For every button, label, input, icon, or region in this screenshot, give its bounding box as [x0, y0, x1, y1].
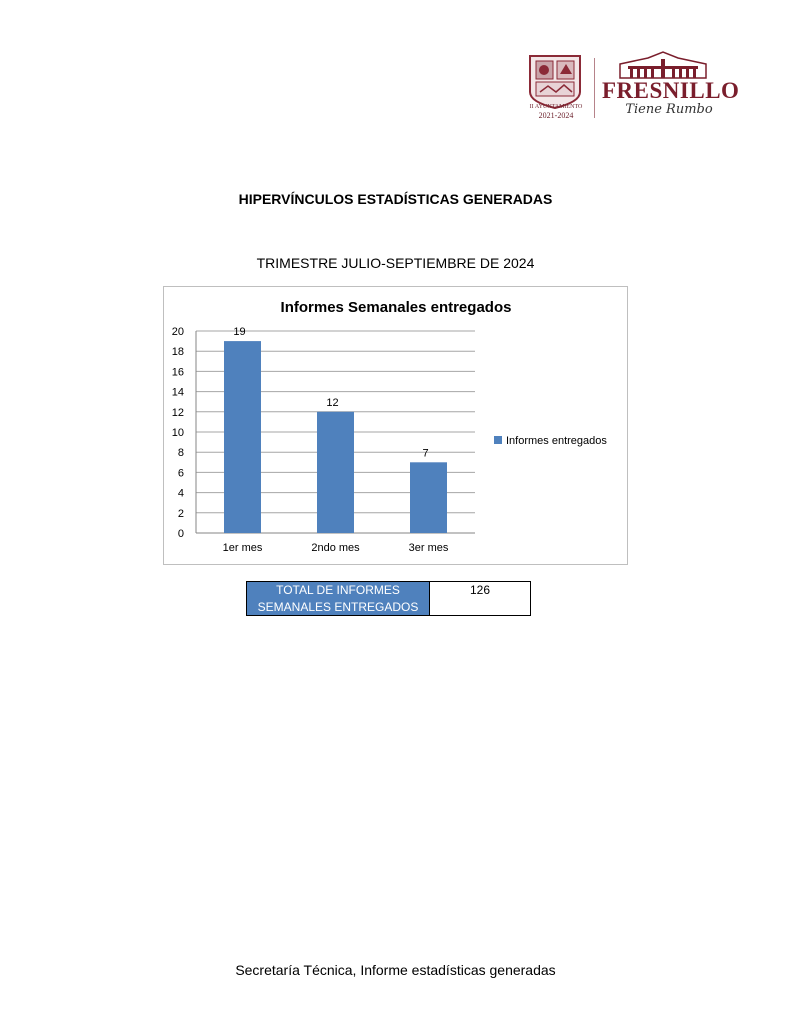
y-tick-label: 0 — [177, 528, 184, 540]
city-tagline: Tiene Rumbo — [625, 102, 713, 117]
y-tick-label: 10 — [171, 427, 184, 439]
y-tick-label: 18 — [171, 346, 184, 359]
y-tick-label: 6 — [177, 467, 184, 480]
x-tick-label: 1er mes — [222, 542, 263, 554]
y-tick-label: 20 — [171, 326, 184, 338]
document-subtitle: TRIMESTRE JULIO-SEPTIEMBRE DE 2024 — [256, 255, 535, 271]
legend-swatch — [494, 436, 502, 444]
summary-value-cell: 126 — [469, 583, 491, 597]
header-logo — [524, 50, 740, 124]
logo-divider — [594, 58, 595, 118]
x-tick-label: 2ndo mes — [311, 542, 360, 554]
document-title: HIPERVÍNCULOS ESTADÍSTICAS GENERADAS — [238, 191, 553, 207]
chart-canvas — [164, 287, 627, 564]
bar-chart — [163, 286, 628, 565]
y-tick-label: 8 — [177, 447, 184, 460]
summary-label-cell — [247, 582, 430, 615]
bar — [317, 412, 354, 533]
page-footer: Secretaría Técnica, Informe estadísticas generadas — [235, 962, 556, 978]
data-label: 7 — [422, 447, 429, 460]
seal-caption-line2: 2021-2024 — [538, 111, 574, 120]
bar — [410, 462, 447, 533]
chart-title: Informes Semanales entregados — [280, 299, 512, 316]
x-tick-label: 3er mes — [408, 542, 449, 554]
legend-label: Informes entregados — [506, 435, 607, 447]
summary-label-line1: TOTAL DE INFORMES — [276, 583, 400, 597]
summary-label-line2: SEMANALES ENTREGADOS — [257, 600, 419, 614]
data-label: 19 — [233, 326, 246, 339]
y-tick-label: 4 — [177, 487, 184, 500]
bar — [224, 341, 261, 533]
y-tick-label: 16 — [171, 366, 184, 379]
cityscape-icon — [618, 50, 708, 80]
y-tick-label: 2 — [177, 507, 184, 520]
y-tick-label: 14 — [171, 386, 184, 399]
city-name-logo: FRESNILLO — [602, 78, 740, 103]
seal-caption-line1: II AYUNTAMIENTO — [529, 104, 583, 110]
data-label: 12 — [326, 396, 339, 409]
y-tick-label: 12 — [171, 406, 184, 419]
summary-table — [246, 581, 531, 616]
